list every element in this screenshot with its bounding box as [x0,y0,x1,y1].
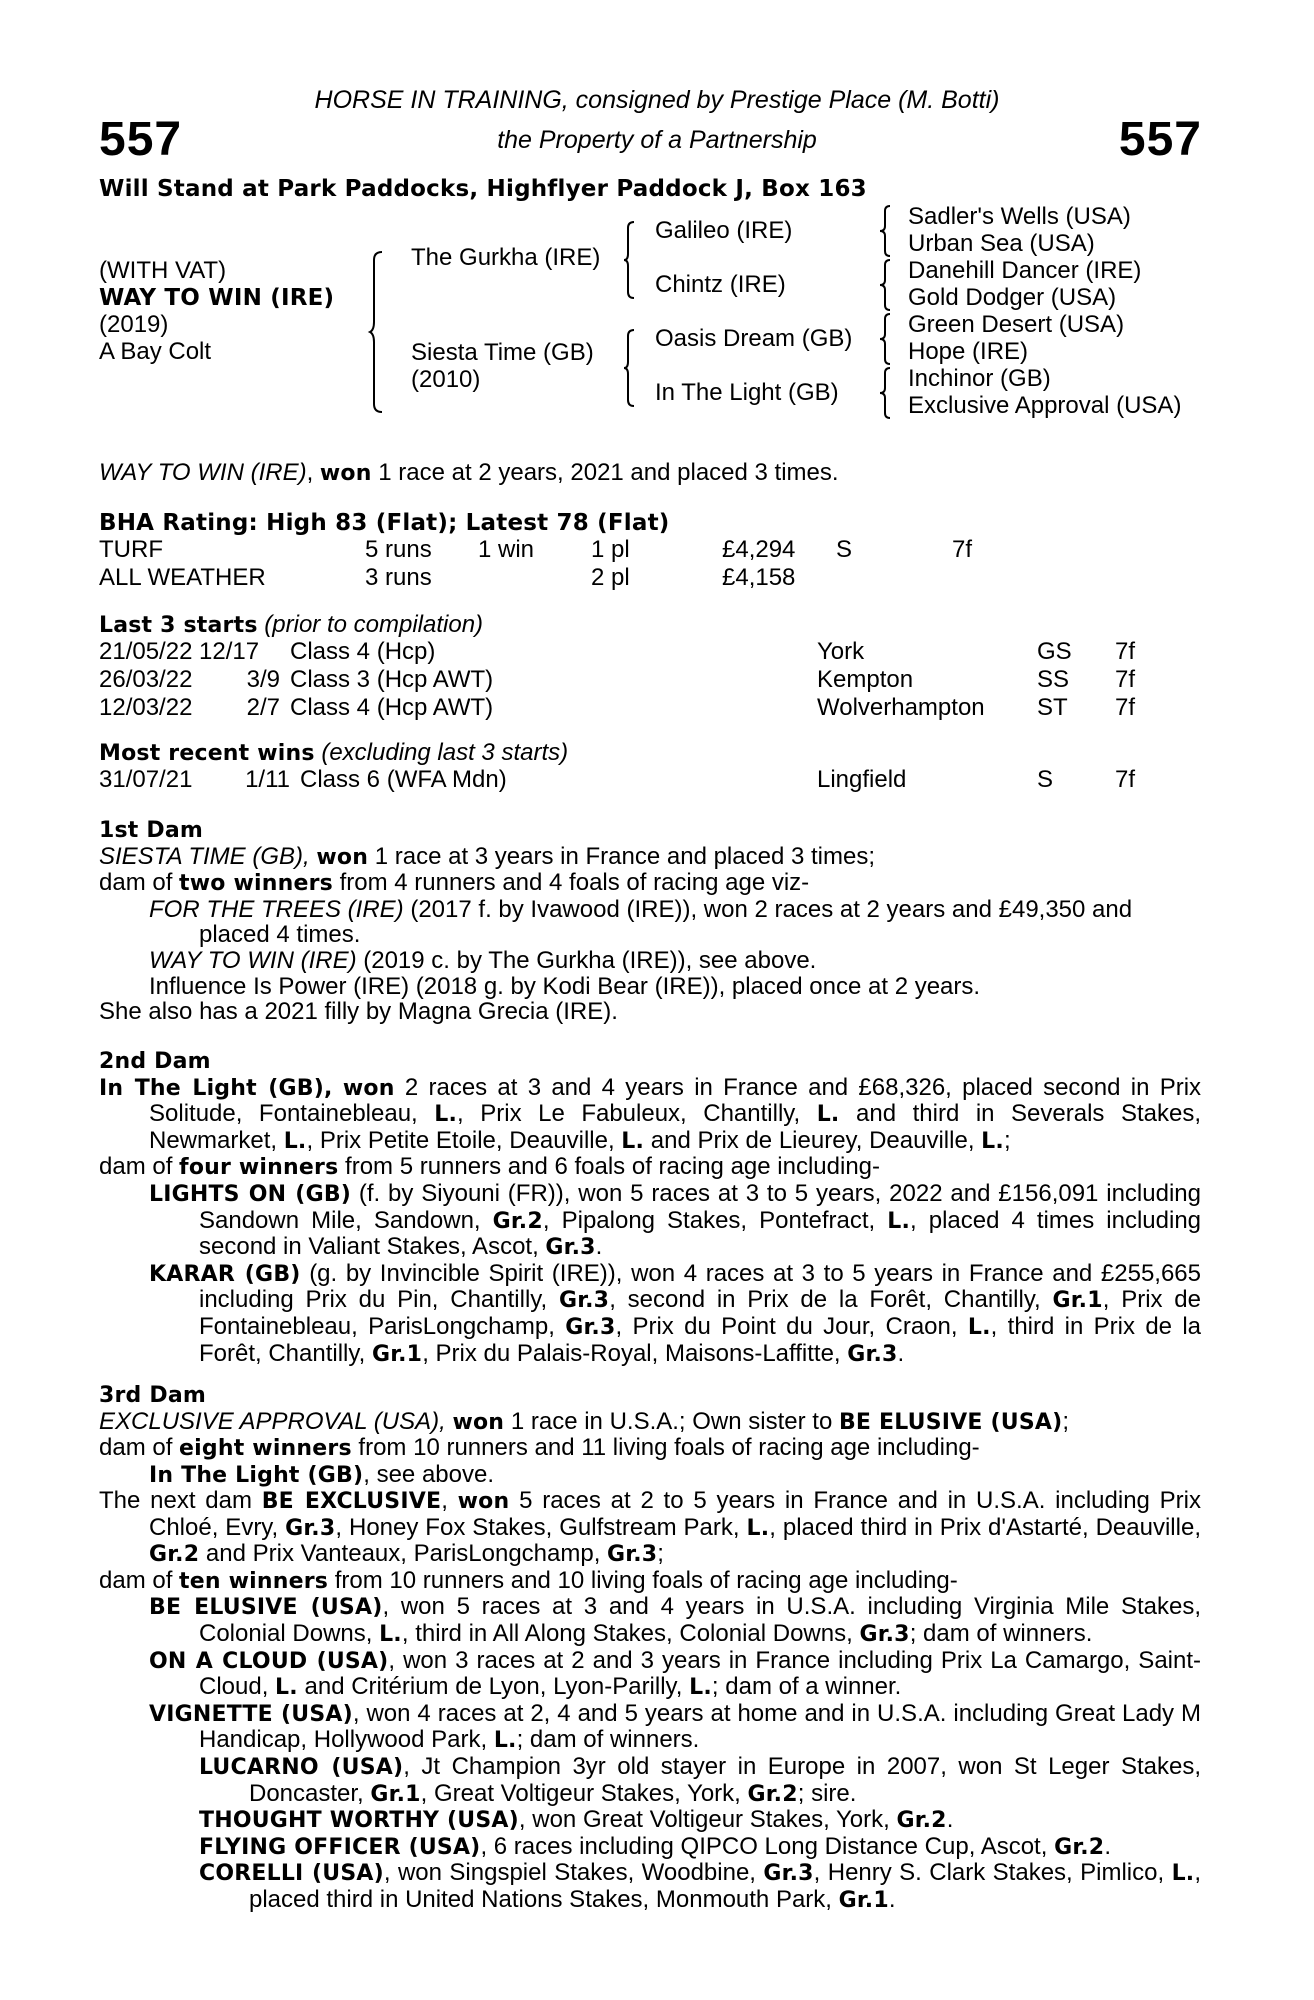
progeny-text: , won Singspiel Stakes, Woodbine, [383,1859,756,1887]
third-dam-section [99,1383,1201,1488]
progeny-text: (g. by Invincible Spirit (IRE)), won 4 races at 3 to 5 years in France and £255,665 including Prix du Pin, Chantilly, [199,1259,1202,1314]
won-label: won [457,1489,510,1514]
bracket-dam [624,330,640,406]
pedigree-horse-name: WAY TO WIN (IRE) [99,285,335,311]
dam-of-label: dam of [99,869,173,897]
record-text: ; [657,1540,664,1568]
pedigree-sds: Danehill Dancer (IRE) [908,257,1142,284]
recent-wins-table [99,766,1135,794]
listed-badge: L. [1171,1861,1195,1887]
progeny-text: , see above. [363,1460,495,1488]
lot-number-right: 557 [1118,113,1202,166]
first-dam-note: She also has a 2021 filly by Magna Grecia (IRE). [99,998,618,1026]
progeny-text: (f. by Siyouni (FR)), won 5 races at 3 to 5 years, 2022 and £156,091 including Sandown Mile, Sandown, [199,1179,1201,1234]
group-badge: Gr.3 [847,1341,898,1367]
sister-name: BE ELUSIVE (USA) [838,1409,1063,1435]
stat-wins [478,564,591,592]
stat-runs: 3 runs [365,564,432,591]
list-item: Influence Is Power (IRE) (2018 g. by Kodi Bear (IRE)), placed once at 2 years. [149,972,981,1000]
record-text: , Prix Le Fabuleux, Chantilly, [457,1100,801,1128]
stat-surface: ALL WEATHER [99,564,266,591]
progeny-text: , Jt Champion 3yr old stayer in Europe in 2007, won St Leger Stakes, Doncaster, [249,1752,1201,1807]
progeny-text: (2017 f. by Ivawood (IRE)), won 2 races at 2 years and £49,350 and placed 4 times. [199,895,1133,949]
record-text: 5 races at 2 to 5 years in France and in U.S.A. including Prix Chloé, Evry, [149,1487,1201,1541]
progeny-name: BE ELUSIVE (USA) [149,1595,383,1621]
win-distance: 7f [1115,766,1136,793]
progeny-name: FLYING OFFICER (USA) [199,1834,481,1860]
list-item [99,948,1201,974]
summary-text: 1 race at 2 years, 2021 and placed 3 times. [378,459,839,486]
start-distance: 7f [1115,694,1136,721]
start-course: Wolverhampton [817,694,985,721]
record-text: 2 races at 3 and 4 years in France and £68,326, placed second in Prix Solitude, Fontainebleau, [149,1073,1202,1128]
progeny-text: , Pipalong Stakes, Pontefract, [542,1206,876,1234]
group-badge: Gr.2 [492,1208,543,1234]
progeny-text: ; sire. [797,1779,857,1807]
bracket-dd [880,368,894,418]
record-text: , [441,1487,448,1514]
group-badge: Gr.3 [607,1542,658,1568]
first-dam-text: 1 race at 3 years in France and placed 3 times; [374,842,875,870]
recent-wins-title [99,740,568,767]
table-row [99,666,1135,694]
pedigree-dss: Green Desert (USA) [908,311,1125,338]
bracket-sd [880,260,894,310]
group-badge: Gr.2 [747,1781,798,1807]
list-item [99,1834,1201,1861]
stat-prize: £4,294 [722,536,796,563]
pedigree-sire-dam: Chintz (IRE) [655,271,786,298]
pedigree-dam-year: (2010) [411,366,481,393]
progeny-text: , third in Prix de la Forêt, Chantilly, [199,1312,1202,1367]
pedigree-ssd: Urban Sea (USA) [908,230,1095,257]
group-badge: Gr.3 [565,1314,616,1340]
list-item [99,1594,1201,1647]
stat-distance [952,564,972,592]
table-row [99,564,972,592]
stat-going [836,564,952,592]
progeny-text: , third in All Along Stakes, Colonial Downs, [401,1619,853,1647]
table-row [99,766,1135,794]
pedigree-ddd: Exclusive Approval (USA) [908,392,1182,419]
progeny-name: VIGNETTE (USA) [149,1701,353,1727]
list-item [99,1181,1201,1261]
dam-of-label: dam of [99,1566,173,1594]
start-position: 12/17 [199,638,260,665]
pedigree-dam-dam: In The Light (GB) [655,379,839,406]
progeny-text: , Henry S. Clark Stakes, Pimlico, [813,1859,1165,1887]
recent-wins-heading: Most recent wins [99,741,315,766]
progeny-text: , Great Voltigeur Stakes, York, [420,1779,741,1807]
first-dam-produce [99,870,1201,897]
start-course: Kempton [817,666,914,693]
progeny-text: . [897,1339,905,1367]
progeny-text: , Prix du Point du Jour, Craon, [615,1312,958,1340]
second-dam-record [99,1075,1201,1155]
listed-badge: L. [967,1314,991,1340]
pedigree-dds: Inchinor (GB) [908,365,1051,392]
record-text: and Prix Vanteaux, ParisLongchamp, [205,1540,601,1568]
summary-won: won [319,461,372,486]
produce-text: from 10 runners and 10 living foals of racing age including- [334,1566,958,1594]
start-distance: 7f [1115,666,1136,693]
recent-wins-note: (excluding last 3 starts) [321,739,569,766]
pedigree-vat: (WITH VAT) [99,257,227,284]
listed-badge: L. [887,1208,911,1234]
win-going: S [1037,766,1054,793]
listed-badge: L. [816,1102,840,1128]
bracket-sire [624,222,640,298]
group-badge: Gr.3 [763,1861,814,1887]
progeny-name: FOR THE TREES (IRE) [149,895,404,923]
second-dam-section [99,1049,1201,1367]
start-course: York [817,638,865,665]
bha-rating-title: BHA Rating: High 83 (Flat); Latest 78 (Flat) [99,510,670,536]
bha-stats-table [99,536,972,592]
list-item [99,1462,1201,1489]
progeny-name: WAY TO WIN (IRE) [149,946,357,974]
second-dam-title: 2nd Dam [99,1049,211,1074]
start-date: 21/05/22 [99,638,193,665]
winners-count: ten winners [179,1568,329,1594]
progeny-name: KARAR (GB) [149,1261,301,1287]
bracket-horse [370,252,390,412]
start-date: 26/03/22 [99,666,193,693]
listed-badge: L. [689,1675,712,1701]
group-badge: Gr.1 [371,1341,423,1367]
start-distance: 7f [1115,638,1136,665]
next-dam-section [99,1488,1201,1914]
stat-going: S [836,536,853,563]
second-dam-name: In The Light (GB), [99,1075,333,1101]
record-text: ; [1003,1126,1011,1154]
stat-wins: 1 win [478,536,535,563]
stat-surface: TURF [99,536,163,563]
winners-count: two winners [179,871,333,897]
pedigree-dam: Siesta Time (GB) [411,339,594,366]
win-class: Class 6 (WFA Mdn) [300,766,507,793]
race-summary: WAY TO WIN (IRE), won 1 race at 2 years, 2021 and placed 3 times. [99,459,839,486]
progeny-text: , won Great Voltigeur Stakes, York, [518,1806,890,1834]
win-position: 1/11 [245,766,290,793]
next-dam-record [99,1488,1201,1568]
list-item [99,1261,1201,1367]
start-going: GS [1037,638,1072,665]
winners-count: four winners [179,1155,339,1181]
listed-badge: L. [275,1675,298,1701]
record-text: , placed third in Prix d'Astarté, Deauville, [769,1513,1201,1541]
lot-number-left: 557 [99,113,183,166]
stat-prize: £4,158 [722,564,796,591]
group-badge: Gr.2 [896,1808,947,1834]
second-dam-produce [99,1154,1201,1181]
win-date: 31/07/21 [99,766,193,793]
start-date: 12/03/22 [99,694,193,721]
listed-badge: L. [746,1515,770,1541]
pedigree-description: A Bay Colt [99,338,212,365]
progeny-text: , won 3 races at 2 and 3 years in France including Prix La Camargo, Saint-Cloud, [199,1646,1202,1701]
table-row [99,638,1135,666]
progeny-name: LUCARNO (USA) [199,1754,404,1780]
last-starts-table [99,638,1135,722]
dam-of-label: dam of [99,1153,173,1181]
winners-count: eight winners [179,1436,352,1462]
list-item [99,1648,1201,1701]
progeny-text: , second in Prix de la Forêt, Chantilly, [609,1286,1041,1314]
first-dam-record [99,844,1201,871]
pedigree-sire-sire: Galileo (IRE) [655,217,793,244]
third-dam-title: 3rd Dam [99,1383,206,1408]
start-class: Class 4 (Hcp AWT) [290,694,494,721]
bracket-ds [880,314,894,364]
progeny-name: ON A CLOUD (USA) [149,1648,389,1674]
start-going: SS [1037,666,1070,693]
progeny-name: LIGHTS ON (GB) [149,1181,352,1207]
progeny-text: (2019 c. by The Gurkha (IRE)), see above. [363,946,817,974]
group-badge: Gr.3 [285,1515,336,1541]
summary-horse-name: WAY TO WIN (IRE) [99,459,307,486]
stat-distance: 7f [952,536,973,563]
start-position: 2/7 [246,694,280,721]
progeny-text: , won 4 races at 2, 4 and 5 years at home and in U.S.A. including Great Lady M Handicap, Hollywood Park, [199,1699,1201,1754]
list-item [99,1701,1201,1754]
group-badge: Gr.3 [558,1288,610,1314]
start-class: Class 4 (Hcp) [290,638,436,665]
record-text: , Prix Petite Etoile, Deauville, [306,1126,615,1154]
last-starts-heading: Last 3 starts [99,613,258,638]
record-text: , Honey Fox Stakes, Gulfstream Park, [335,1513,740,1541]
progeny-text: . [888,1885,896,1913]
list-item [99,897,1201,948]
progeny-text: , 6 races including QIPCO Long Distance Cup, Ascot, [480,1832,1048,1860]
header-property: the Property of a Partnership [497,126,817,154]
progeny-name: In The Light (GB) [149,1462,364,1488]
progeny-text: , placed 4 times including second in Valiant Stakes, Ascot, [199,1206,1202,1261]
group-badge: Gr.2 [1054,1834,1105,1860]
progeny-name: CORELLI (USA) [199,1861,384,1887]
list-item [99,1807,1201,1834]
next-dam-produce [99,1568,1201,1595]
progeny-text: ; dam of a winner. [711,1673,902,1701]
listed-badge: L. [981,1128,1004,1154]
progeny-text: , Prix du Palais-Royal, Maisons-Laffitte, [422,1339,841,1367]
pedigree-sire: The Gurkha (IRE) [411,244,601,271]
group-badge: Gr.1 [370,1781,421,1807]
bracket-ss [880,206,894,256]
stat-placed: 2 pl [591,564,630,591]
start-position: 3/9 [246,666,280,693]
won-label: won [342,1075,395,1101]
group-badge: Gr.3 [859,1621,910,1647]
won-label: won [316,844,369,870]
pedigree-sss: Sadler's Wells (USA) [908,203,1131,230]
pedigree-dam-sire: Oasis Dream (GB) [655,325,853,352]
dam-of-label: dam of [99,1434,173,1462]
listed-badge: L. [379,1621,402,1647]
last-starts-note: (prior to compilation) [264,611,484,638]
record-text: and Prix de Lieurey, Deauville, [650,1126,975,1154]
produce-text: from 5 runners and 6 foals of racing age including- [345,1153,881,1181]
group-badge: Gr.2 [149,1542,200,1568]
group-badge: Gr.1 [838,1887,889,1913]
progeny-text: , won 5 races at 3 and 4 years in U.S.A. including Virginia Mile Stakes, Colonial Downs, [199,1593,1202,1647]
record-text: The next dam [99,1487,252,1514]
table-row [99,694,1135,722]
win-course: Lingfield [817,766,907,793]
produce-text: from 4 runners and 4 foals of racing age viz- [339,869,810,897]
group-badge: Gr.1 [1052,1288,1103,1314]
third-dam-name: EXCLUSIVE APPROVAL (USA), [99,1407,446,1435]
first-dam-section [99,818,1201,1025]
progeny-text: , placed third in United Nations Stakes, Monmouth Park, [249,1859,1202,1913]
table-row [99,536,972,564]
group-badge: Gr.3 [545,1235,596,1261]
stand-location: Will Stand at Park Paddocks, Highflyer Paddock J, Box 163 [99,176,867,202]
progeny-name: THOUGHT WORTHY (USA) [199,1808,519,1834]
progeny-text: . [1104,1832,1111,1860]
listed-badge: L. [493,1728,517,1754]
start-going: ST [1037,694,1068,721]
first-dam-title: 1st Dam [99,818,204,843]
progeny-text: . [946,1806,954,1834]
record-text: ; [1062,1407,1070,1435]
start-class: Class 3 (Hcp AWT) [290,666,494,693]
won-label: won [452,1409,505,1435]
progeny-text: ; dam of winners. [516,1726,700,1754]
pedigree-sdd: Gold Dodger (USA) [908,284,1117,311]
last-starts-title [99,612,483,639]
pedigree-year: (2019) [99,311,169,338]
header-consignor: HORSE IN TRAINING, consigned by Prestige Place (M. Botti) [314,86,1000,114]
stat-placed: 1 pl [591,536,630,563]
listed-badge: L. [434,1102,458,1128]
produce-text: from 10 runners and 11 living foals of racing age including- [358,1434,980,1462]
progeny-text: , Prix de Fontainebleau, ParisLongchamp, [199,1286,1202,1340]
first-dam-name: SIESTA TIME (GB), [99,842,310,870]
third-dam-record [99,1409,1201,1436]
listed-badge: L. [283,1128,307,1154]
record-text: 1 race in U.S.A.; Own sister to [510,1407,833,1435]
third-dam-produce [99,1435,1201,1462]
progeny-text: and Critérium de Lyon, Lyon-Parilly, [304,1673,683,1701]
record-text: and third in Severals Stakes, Newmarket, [149,1100,1201,1154]
next-dam-name: BE EXCLUSIVE [261,1489,442,1514]
stat-runs: 5 runs [365,536,432,563]
pedigree-dsd: Hope (IRE) [908,338,1029,365]
listed-badge: L. [621,1128,645,1154]
progeny-text: ; dam of winners. [909,1619,1093,1647]
list-item [99,1754,1201,1807]
list-item [99,1860,1201,1913]
progeny-text: . [595,1233,603,1261]
